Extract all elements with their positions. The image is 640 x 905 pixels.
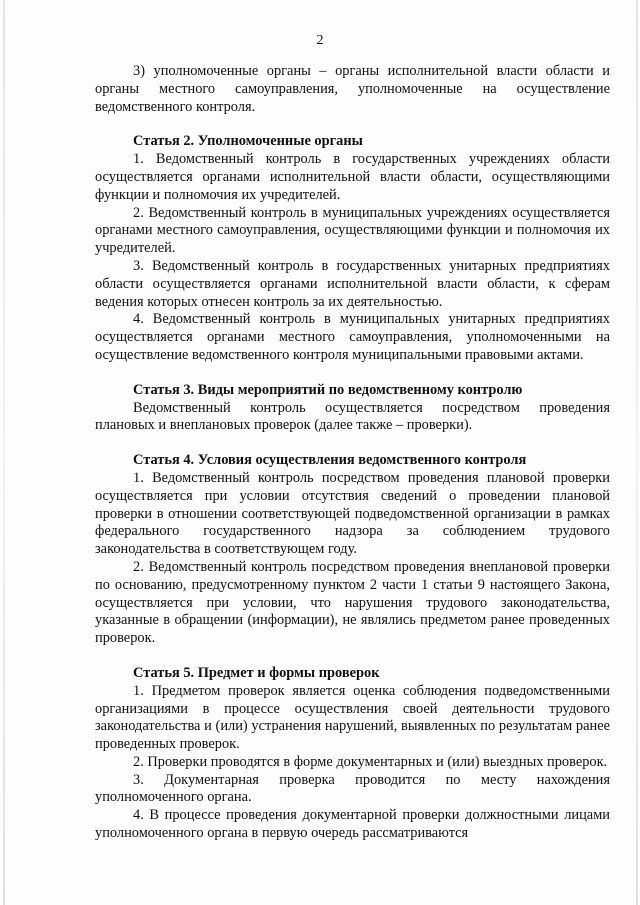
scan-edge-left (3, 0, 5, 905)
article-5 (95, 665, 610, 843)
article-3-paragraph: Ведомственный контроль осуществляется посредством проведения плановых и внеплановых проверок (далее также – проверки). (95, 399, 610, 434)
article-2-paragraph: 3. Ведомственный контроль в государственных унитарных предприятиях области осуществляется органами исполнительной власти области, к сферам ведения которых отнесен контроль за их деятельностью. (95, 257, 610, 310)
article-4-title: Статья 4. Условия осуществления ведомственного контроля (133, 452, 527, 469)
article-3 (95, 382, 610, 435)
article-5-paragraph: 1. Предметом проверок является оценка соблюдения подведомственными организациями в процессе осуществления своей деятельности трудового законодательства и (или) устранения нарушений, выявленных по результатам ранее проведенных проверок. (95, 682, 610, 753)
article-5-title: Статья 5. Предмет и формы проверок (133, 664, 380, 681)
article-2 (95, 133, 610, 364)
intro-item: 3) уполномоченные органы – органы исполнительной власти области и органы местного самоуправления, уполномоченные на осуществление ведомственного контроля. (95, 63, 610, 115)
article-2-title: Статья 2. Уполномоченные органы (133, 133, 363, 150)
article-5-paragraph: 2. Проверки проводятся в форме документарных и (или) выездных проверок. (133, 753, 608, 770)
article-2-paragraph: 2. Ведомственный контроль в муниципальных учреждениях осуществляется органами местного самоуправления, осуществляющими функции и полномочия их учредителей. (95, 204, 610, 257)
article-4-paragraph: 1. Ведомственный контроль посредством проведения плановой проверки осуществляется при условии отсутствия сведений о проведении плановой проверки в отношении соответствующей подведомственной организации в рамках федерального государственного надзора за соблюдением трудового законодательства в соответствующем году. (95, 469, 610, 558)
document-body (95, 63, 610, 843)
article-3-title: Статья 3. Виды мероприятий по ведомственному контролю (133, 381, 523, 398)
article-5-paragraph: 4. В процессе проведения документарной проверки должностными лицами уполномоченного органа в первую очередь рассматриваются (95, 807, 610, 842)
scan-edge-right (636, 0, 638, 905)
article-2-paragraph: 4. Ведомственный контроль в муниципальных унитарных предприятиях осуществляется органами местного самоуправления, уполномоченными на осуществление ведомственного контроля муниципальными правовыми актами. (95, 311, 610, 363)
page-number: 2 (316, 33, 324, 48)
article-4-paragraph: 2. Ведомственный контроль посредством проведения внеплановой проверки по основанию, предусмотренному пунктом 2 части 1 статьи 9 настоящего Закона, осуществляется при условии, что нарушения трудового законодательства, указанные в обращении (информации), не являлись предметом ранее проведенных проверок. (95, 558, 610, 647)
article-4 (95, 452, 610, 648)
article-2-paragraph: 1. Ведомственный контроль в государственных учреждениях области осуществляется органами исполнительной власти области, осуществляющими функции и полномочия их учредителей. (95, 151, 610, 203)
article-5-paragraph: 3. Документарная проверка проводится по месту нахождения уполномоченного органа. (95, 771, 610, 806)
